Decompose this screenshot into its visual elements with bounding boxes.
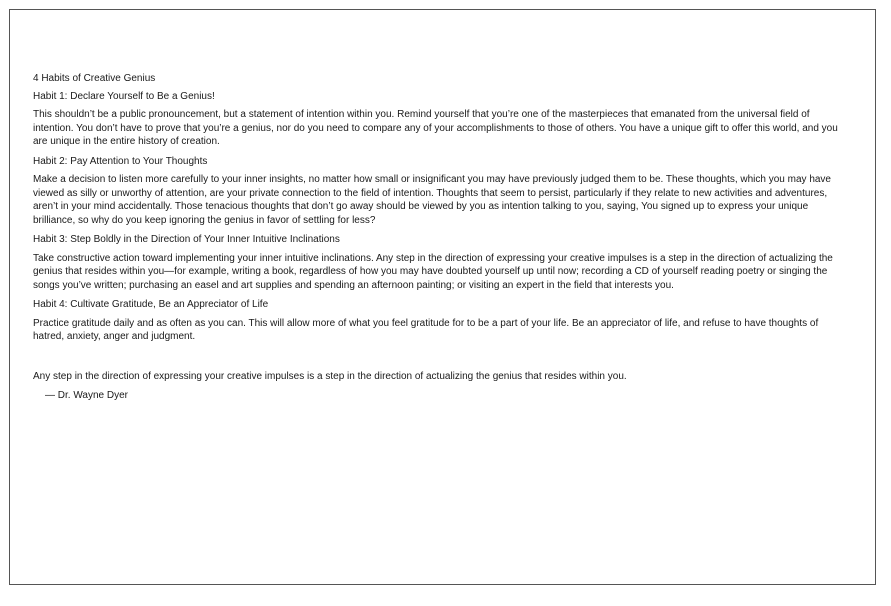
habit-1-body: This shouldn’t be a public pronouncement, but a statement of intention within you. Remind yourself that you’re one of the masterpieces that emanated from the universal field of intention. You don’t have to prove that you’re a genius, nor do you need to compare any of your accomplishments to those of others. You have a unique gift to offer this world, and you are unique in the entire history of creation. [33,109,838,147]
section-spacer [33,350,848,370]
habit-3-heading: Habit 3: Step Boldly in the Direction of Your Inner Intuitive Inclinations [33,234,340,245]
habit-4-heading: Habit 4: Cultivate Gratitude, Be an Appreciator of Life [33,299,269,310]
document-title: 4 Habits of Creative Genius [33,73,156,84]
quote-author: — Dr. Wayne Dyer [45,390,128,401]
habit-4-body: Practice gratitude daily and as often as you can. This will allow more of what you feel gratitude for to be a part of your life. Be an appreciator of life, and refuse to have thoughts of hatred, anxiety, anger and judgment. [33,317,819,342]
quote-text: Any step in the direction of expressing your creative impulses is a step in the direction of actualizing the genius that resides within you. [33,370,627,382]
document-frame [9,9,876,585]
document-content [33,72,848,403]
habit-3-body: Take constructive action toward implementing your inner intuitive inclinations. Any step in the direction of expressing your creative impulses is a step in the direction of actualizing the genius that resides within you—for example, writing a book, regardless of how you may have doubted yourself up until now; recording a CD of yourself reading poetry or singing the songs you’ve written; purchasing an easel and art supplies and spending an afternoon painting; or visiting an expert in the field that interests you. [33,252,833,291]
habit-2-heading: Habit 2: Pay Attention to Your Thoughts [33,155,208,167]
habit-1-heading: Habit 1: Declare Yourself to Be a Genius! [33,90,215,102]
habit-2-body: Make a decision to listen more carefully to your inner insights, no matter how small or insignificant you may have previously judged them to be. These thoughts, which you may have viewed as silly or unworthy of attention, are your private connection to the field of intention. Thoughts that seem to persist, particularly if they relate to new activities and adventures, aren’t in your mind accidentally. Those tenacious thoughts that don’t go away should be viewed by you as intention talking to you, saying, You signed up to express your unique brilliance, so why do you keep ignoring the genius in favor of settling for less? [33,174,831,226]
